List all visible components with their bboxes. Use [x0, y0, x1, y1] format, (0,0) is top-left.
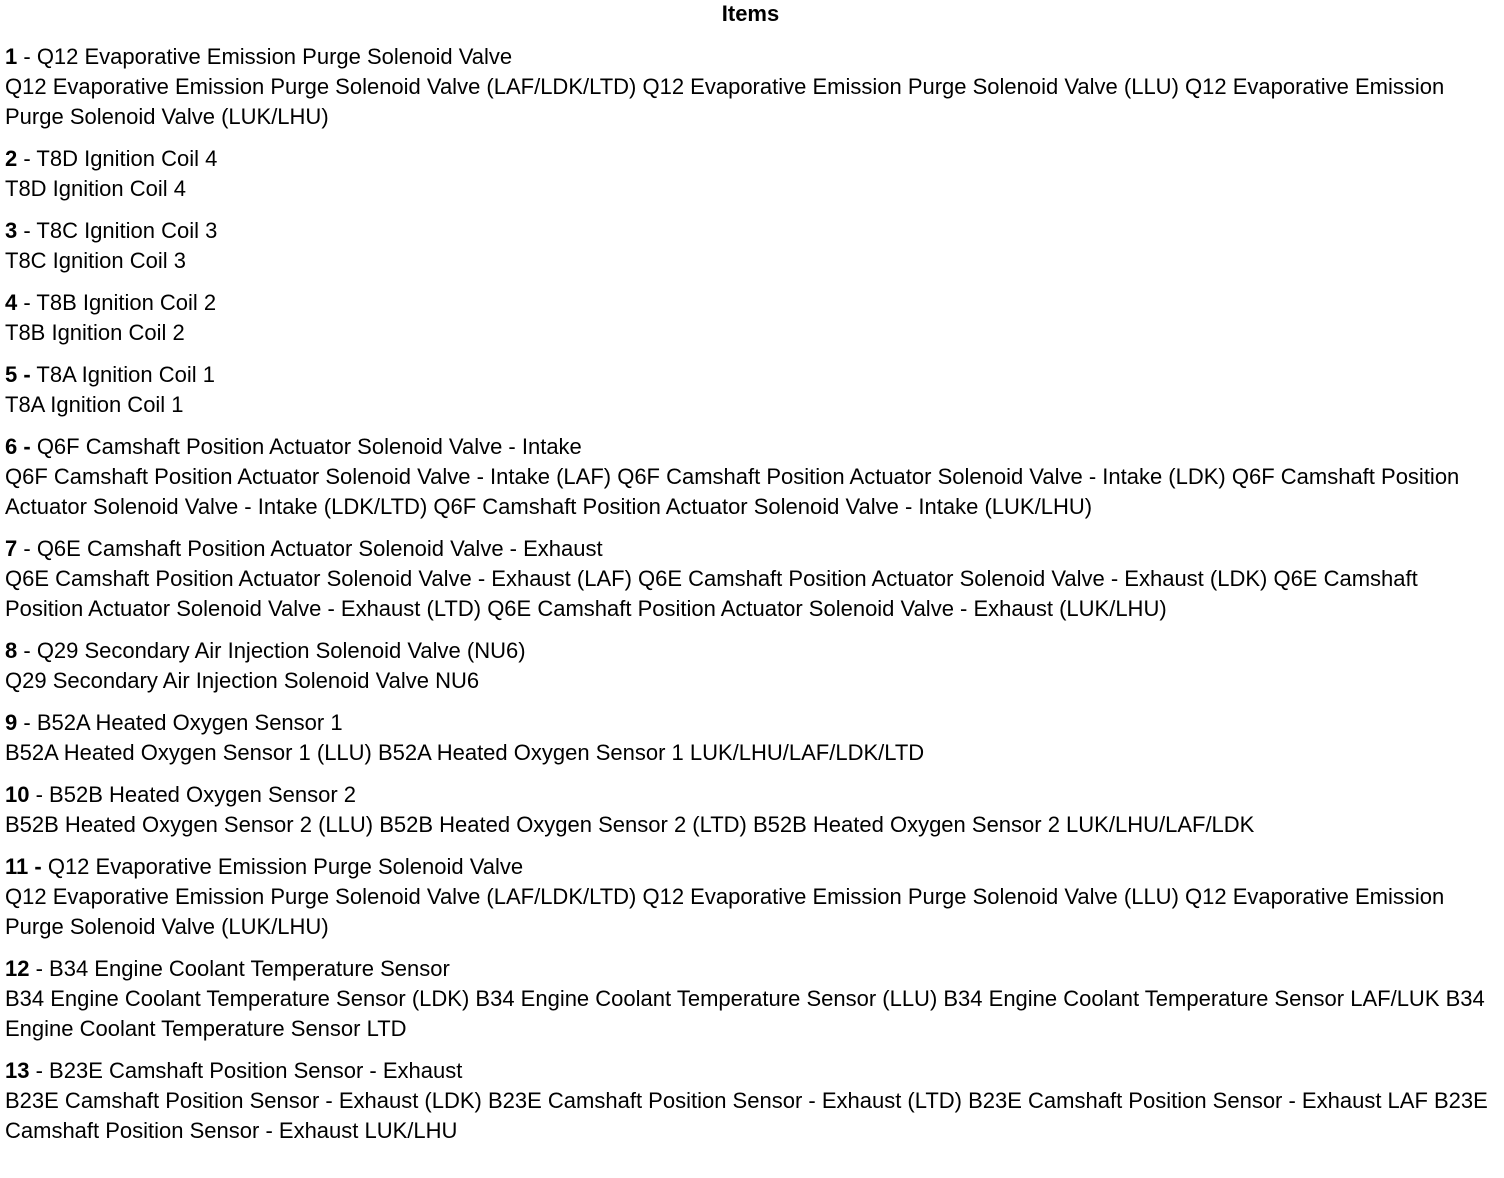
- item-separator: -: [29, 1058, 50, 1083]
- item-description: Q29 Secondary Air Injection Solenoid Valve NU6: [5, 668, 480, 693]
- item-description: T8B Ignition Coil 2: [5, 320, 185, 345]
- item-description: Q12 Evaporative Emission Purge Solenoid Valve (LAF/LDK/LTD) Q12 Evaporative Emission Purge Solenoid Valve (LLU) Q12 Evaporative Emission Purge Solenoid Valve (LUK/LHU): [5, 884, 1445, 939]
- item-heading: [5, 360, 1496, 390]
- item-description: B23E Camshaft Position Sensor - Exhaust (LDK) B23E Camshaft Position Sensor - Exhaust (LTD) B23E Camshaft Position Sensor - Exhaust LAF B23E Camshaft Position Sensor - Exhaust LUK/LHU: [5, 1088, 1488, 1143]
- item-description: B34 Engine Coolant Temperature Sensor (LDK) B34 Engine Coolant Temperature Sensor (LLU) B34 Engine Coolant Temperature Sensor LAF/LUK B34 Engine Coolant Temperature Sensor LTD: [5, 986, 1485, 1041]
- item-number: 2: [5, 146, 18, 171]
- item-heading: [5, 42, 1496, 72]
- list-item: [5, 636, 1496, 696]
- item-description: T8C Ignition Coil 3: [5, 248, 186, 273]
- item-title: B52A Heated Oxygen Sensor 1: [36, 710, 343, 735]
- item-heading: [5, 780, 1496, 810]
- item-title: B34 Engine Coolant Temperature Sensor: [49, 956, 450, 981]
- item-number: 4: [5, 290, 18, 315]
- list-item: [5, 852, 1496, 942]
- list-item: [5, 780, 1496, 840]
- item-heading: [5, 144, 1496, 174]
- item-number: 8: [5, 638, 18, 663]
- item-separator: -: [29, 782, 50, 807]
- list-item: [5, 360, 1496, 420]
- item-separator: -: [17, 536, 37, 561]
- list-item: [5, 144, 1496, 204]
- item-separator: -: [17, 638, 37, 663]
- item-title: Q12 Evaporative Emission Purge Solenoid Valve: [36, 44, 513, 69]
- item-title: Q6F Camshaft Position Actuator Solenoid Valve - Intake: [36, 434, 582, 459]
- item-heading: [5, 216, 1496, 246]
- item-description: Q12 Evaporative Emission Purge Solenoid Valve (LAF/LDK/LTD) Q12 Evaporative Emission Purge Solenoid Valve (LLU) Q12 Evaporative Emission Purge Solenoid Valve (LUK/LHU): [5, 74, 1445, 129]
- item-title: Q6E Camshaft Position Actuator Solenoid Valve - Exhaust: [36, 536, 603, 561]
- item-heading: [5, 288, 1496, 318]
- item-description: Q6F Camshaft Position Actuator Solenoid Valve - Intake (LAF) Q6F Camshaft Position Actuator Solenoid Valve - Intake (LDK) Q6F Camshaft Position Actuator Solenoid Valve - Intake (LDK/LTD) Q6F Camshaft Position Actuator Solenoid Valve - Intake (LUK/LHU): [5, 464, 1460, 519]
- item-number: 6 -: [5, 434, 31, 459]
- item-number: 13: [5, 1058, 30, 1083]
- list-item: [5, 288, 1496, 348]
- item-number: 1: [5, 44, 18, 69]
- list-item: [5, 216, 1496, 276]
- item-description: Q6E Camshaft Position Actuator Solenoid Valve - Exhaust (LAF) Q6E Camshaft Position Actuator Solenoid Valve - Exhaust (LDK) Q6E Camshaft Position Actuator Solenoid Valve - Exhaust (LTD) Q6E Camshaft Position Actuator Solenoid Valve - Exhaust (LUK/LHU): [5, 566, 1418, 621]
- item-heading: [5, 534, 1496, 564]
- item-description: B52B Heated Oxygen Sensor 2 (LLU) B52B Heated Oxygen Sensor 2 (LTD) B52B Heated Oxygen Sensor 2 LUK/LHU/LAF/LDK: [5, 812, 1255, 837]
- item-separator: -: [17, 218, 37, 243]
- item-description: B52A Heated Oxygen Sensor 1 (LLU) B52A Heated Oxygen Sensor 1 LUK/LHU/LAF/LDK/LTD: [5, 740, 925, 765]
- item-separator: -: [17, 710, 37, 735]
- item-separator: -: [17, 44, 37, 69]
- item-number: 7: [5, 536, 18, 561]
- item-heading: [5, 636, 1496, 666]
- item-separator: -: [17, 146, 37, 171]
- item-title: T8C Ignition Coil 3: [36, 218, 218, 243]
- item-number: 11 -: [5, 854, 42, 879]
- item-title: T8B Ignition Coil 2: [36, 290, 217, 315]
- list-item: [5, 42, 1496, 132]
- item-number: 3: [5, 218, 18, 243]
- list-item: [5, 954, 1496, 1044]
- item-heading: [5, 432, 1496, 462]
- item-title: B52B Heated Oxygen Sensor 2: [49, 782, 357, 807]
- item-heading: [5, 708, 1496, 738]
- item-number: 5 -: [5, 362, 31, 387]
- item-heading: [5, 954, 1496, 984]
- item-number: 12: [5, 956, 30, 981]
- list-item: [5, 432, 1496, 522]
- item-number: 10: [5, 782, 30, 807]
- list-item: [5, 708, 1496, 768]
- item-number: 9: [5, 710, 18, 735]
- list-item: [5, 534, 1496, 624]
- item-title: Q12 Evaporative Emission Purge Solenoid Valve: [47, 854, 524, 879]
- item-heading: [5, 1056, 1496, 1086]
- item-description: T8D Ignition Coil 4: [5, 176, 186, 201]
- item-title: Q29 Secondary Air Injection Solenoid Valve (NU6): [36, 638, 526, 663]
- item-description: T8A Ignition Coil 1: [5, 392, 184, 417]
- page-title: Items: [721, 1, 780, 26]
- items-list: [5, 42, 1496, 1146]
- item-title: T8D Ignition Coil 4: [36, 146, 218, 171]
- list-item: [5, 1056, 1496, 1146]
- item-title: B23E Camshaft Position Sensor - Exhaust: [49, 1058, 463, 1083]
- item-separator: -: [29, 956, 50, 981]
- item-title: T8A Ignition Coil 1: [36, 362, 215, 387]
- item-separator: -: [17, 290, 37, 315]
- item-heading: [5, 852, 1496, 882]
